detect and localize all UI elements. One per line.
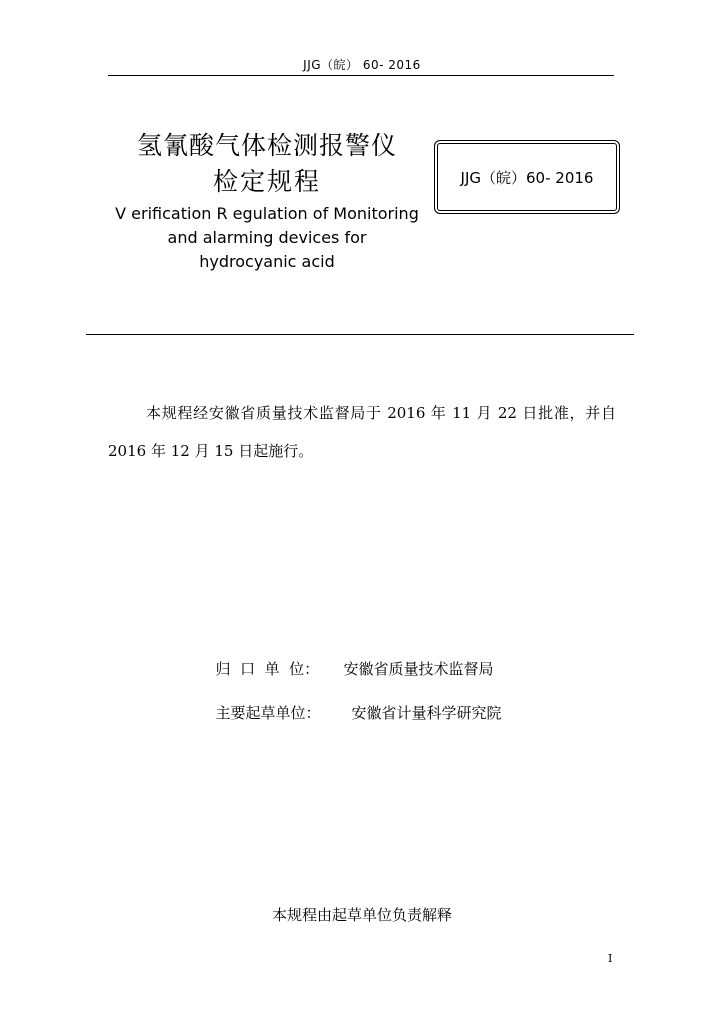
title-english-line-2: and alarming devices for bbox=[167, 228, 367, 247]
header-divider bbox=[108, 75, 614, 76]
title-block bbox=[100, 128, 434, 274]
approval-paragraph: 本规程经安徽省质量技术监督局于 2016 年 11 月 22 日批准，并自 2016 年 12 月 15 日起施行。 bbox=[108, 404, 616, 460]
drafting-unit-row bbox=[206, 684, 502, 723]
header-code: JJG（皖） 60- 2016 bbox=[303, 58, 421, 72]
regulation-code-box bbox=[434, 140, 620, 214]
title-english-line-1: V erification R egulation of Monitoring bbox=[115, 204, 419, 223]
title-chinese-line-1: 氢氰酸气体检测报警仪 bbox=[136, 131, 397, 160]
title-english bbox=[100, 202, 434, 274]
page-number: I bbox=[608, 952, 613, 965]
title-english-line-3: hydrocyanic acid bbox=[199, 252, 335, 271]
regulation-code: JJG（皖）60- 2016 bbox=[460, 168, 594, 187]
title-chinese-line-2: 检定规程 bbox=[212, 167, 321, 196]
drafting-unit-label: 主要起草单位： bbox=[215, 704, 321, 722]
responsible-unit-value: 安徽省质量技术监督局 bbox=[343, 660, 494, 678]
responsible-unit-label: 归 口 单 位： bbox=[215, 660, 320, 678]
drafting-unit-value: 安徽省计量科学研究院 bbox=[351, 704, 502, 722]
interpretation-note: 本规程由起草单位负责解释 bbox=[271, 906, 452, 924]
main-divider bbox=[86, 334, 634, 335]
responsible-unit-row bbox=[206, 640, 494, 679]
